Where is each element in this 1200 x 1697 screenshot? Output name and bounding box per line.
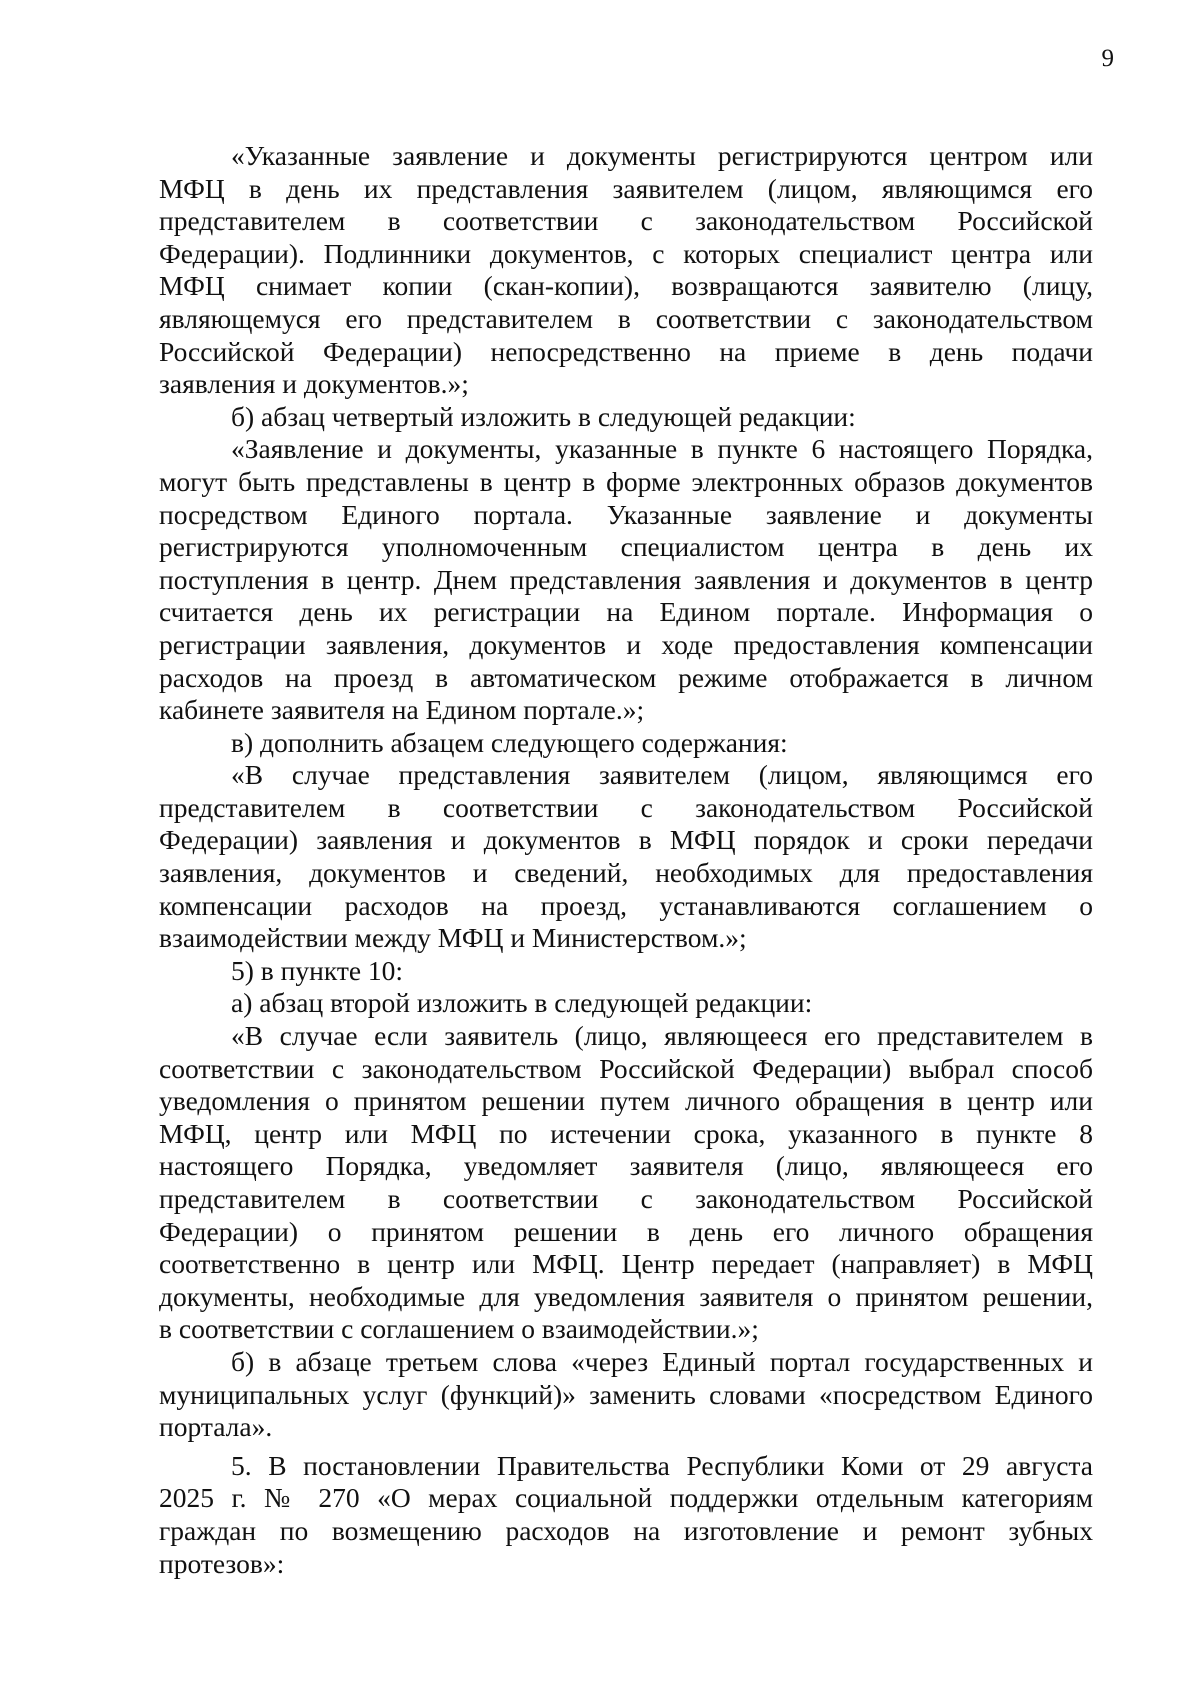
- text-line: «Заявление и документы, указанные в пункте 6 настоящего Порядка,: [231, 433, 1093, 465]
- text-line: взаимодействии между МФЦ и Министерством.»;: [159, 922, 747, 954]
- text-line: «В случае представления заявителем (лицом, являющимся его: [231, 759, 1093, 791]
- text-line: представителем в соответствии с законодательством Российской: [159, 1183, 1093, 1214]
- text-line: Федерации) заявления и документов в МФЦ порядок и сроки передачи: [159, 824, 1093, 856]
- text-line: кабинете заявителя на Едином портале.»;: [159, 694, 645, 726]
- text-line: соответствии с законодательством Российской Федерации) выбрал способ: [159, 1052, 1093, 1084]
- text-line: в соответствии с соглашением о взаимодействии.»;: [159, 1313, 759, 1345]
- text-line: МФЦ снимает копии (скан-копии), возвращаются заявителю (лицу,: [159, 270, 1093, 302]
- text-line: в) дополнить абзацем следующего содержания:: [231, 726, 788, 758]
- text-line: б) в абзаце третьем слова «через Единый портал государственных и: [231, 1345, 1093, 1377]
- text-line: Федерации). Подлинники документов, с которых специалист центра или: [159, 237, 1093, 269]
- text-line: протезов»:: [159, 1547, 285, 1579]
- text-line: 2025 г. № 270 «О мерах социальной поддержки отдельным категориям: [159, 1482, 1093, 1514]
- text-line: посредством Единого портала. Указанные заявление и документы: [159, 498, 1093, 530]
- text-line: муниципальных услуг (функций)» заменить словами «посредством Единого: [159, 1378, 1093, 1410]
- text-line: «Указанные заявление и документы регистрируются центром или: [231, 140, 1093, 171]
- text-line: 5. В постановлении Правительства Республики Коми от 29 августа: [231, 1449, 1093, 1481]
- text-line: являющемуся его представителем в соответствии с законодательством: [159, 302, 1093, 334]
- document-body: [159, 140, 1093, 1580]
- text-line: МФЦ в день их представления заявителем (лицом, являющимся его: [159, 172, 1093, 204]
- text-line: Российской Федерации) непосредственно на приеме в день подачи: [159, 335, 1093, 367]
- text-line: «В случае если заявитель (лицо, являющееся его представителем в: [231, 1020, 1093, 1052]
- page-number: 9: [1101, 45, 1114, 72]
- text-line: считается день их регистрации на Едином портале. Информация о: [159, 596, 1093, 628]
- text-line: б) абзац четвертый изложить в следующей редакции:: [231, 400, 856, 432]
- text-line: расходов на проезд в автоматическом режиме отображается в личном: [159, 661, 1093, 693]
- text-line: компенсации расходов на проезд, устанавливаются соглашением о: [159, 889, 1093, 921]
- text-line: МФЦ, центр или МФЦ по истечении срока, указанного в пункте 8: [159, 1117, 1093, 1149]
- text-line: Федерации) о принятом решении в день его личного обращения: [159, 1215, 1093, 1247]
- text-line: регистрируются уполномоченным специалистом центра в день их: [159, 531, 1093, 563]
- text-line: настоящего Порядка, уведомляет заявителя (лицо, являющееся его: [159, 1150, 1093, 1182]
- text-line: документы, необходимые для уведомления заявителя о принятом решении,: [159, 1280, 1093, 1312]
- text-line: представителем в соответствии с законодательством Российской: [159, 205, 1093, 237]
- text-line: заявления и документов.»;: [159, 368, 469, 400]
- text-line: а) абзац второй изложить в следующей редакции:: [231, 987, 813, 1019]
- text-line: поступления в центр. Днем представления заявления и документов в центр: [159, 563, 1093, 595]
- text-line: могут быть представлены в центр в форме электронных образов документов: [159, 465, 1093, 497]
- text-line: портала».: [159, 1411, 273, 1443]
- text-line: регистрации заявления, документов и ходе предоставления компенсации: [159, 628, 1093, 660]
- text-line: соответственно в центр или МФЦ. Центр передает (направляет) в МФЦ: [159, 1248, 1093, 1280]
- text-line: 5) в пункте 10:: [231, 954, 404, 986]
- text-line: заявления, документов и сведений, необходимых для предоставления: [159, 857, 1093, 889]
- text-line: представителем в соответствии с законодательством Российской: [159, 791, 1093, 823]
- text-line: граждан по возмещению расходов на изготовление и ремонт зубных: [159, 1514, 1093, 1546]
- text-line: уведомления о принятом решении путем личного обращения в центр или: [159, 1085, 1093, 1117]
